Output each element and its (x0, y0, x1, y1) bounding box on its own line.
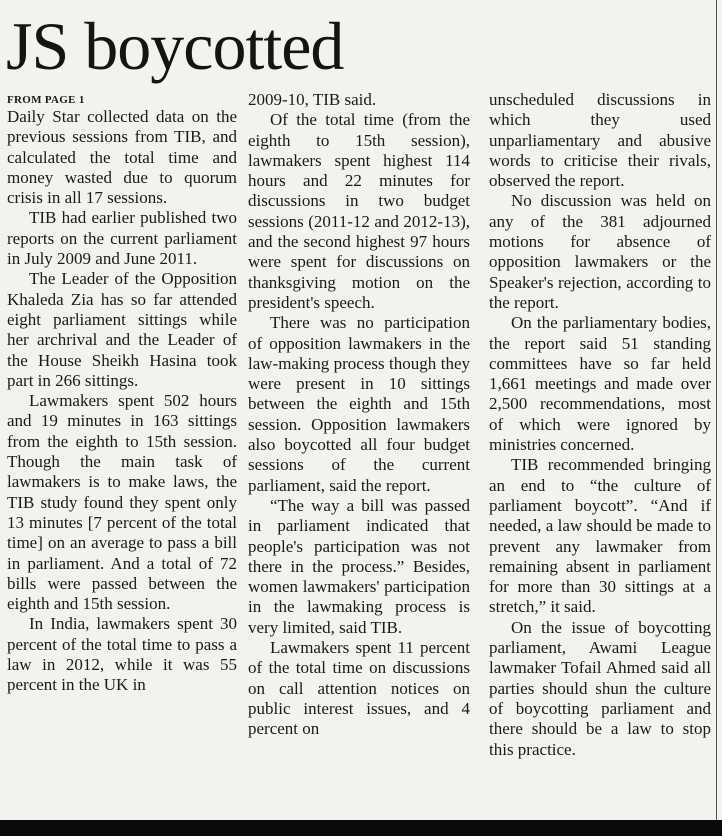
paragraph: Of the total time (from the eighth to 15th session), lawmakers spent highest 114 hours and 22 minutes for discussions in two budget sessions (2011-12 and 2012-13), and the second highest 97 hours were spent for discussions on thanksgiving motion on the president's speech. (248, 110, 470, 312)
bottom-edge-bar (0, 820, 722, 836)
paragraph: On the issue of boycotting parliament, Awami League lawmaker Tofail Ahmed said all parties should shun the culture of boycotting parliament and there should be a law to stop this practice. (489, 617, 711, 759)
paragraph: In India, lawmakers spent 30 percent of the total time to pass a law in 2012, while it was 55 percent in the UK in (7, 614, 237, 695)
paragraph: The Leader of the Opposition Khaleda Zia has so far attended eight parliament sittings while her archrival and the Leader of the House Sheikh Hasina took part in 266 sittings. (7, 269, 237, 390)
column-3 (489, 90, 711, 760)
paragraph: 2009-10, TIB said. (248, 90, 377, 109)
paragraph: TIB had earlier published two reports on the current parliament in July 2009 and June 2011. (7, 208, 237, 269)
paragraph: “The way a bill was passed in parliament indicated that people's participation was not there in the process.” Besides, women lawmakers' participation in the lawmaking process is very limited, said TIB. (248, 495, 470, 637)
right-edge-rule (716, 0, 717, 820)
paragraph: Daily Star collected data on the previous sessions from TIB, and calculated the total time and money wasted due to quorum crisis in all 17 sessions. (7, 107, 237, 208)
headline: JS boycotted (6, 8, 344, 84)
paragraph: There was no participation of opposition lawmakers in the law-making process though they were present in 10 sittings between the eighth and 15th session. Opposition lawmakers also boycotted all four budget sessions of the current parliament, said the report. (248, 313, 470, 495)
paragraph: TIB recommended bringing an end to “the culture of parliament boycott”. “And if needed, a law should be made to prevent any lawmaker from remaining absent in parliament for more than 30 sittings at a stretch,” it said. (489, 455, 711, 617)
column-1 (7, 92, 237, 696)
kicker: FROM PAGE 1 (7, 94, 85, 106)
paragraph: On the parliamentary bodies, the report said 51 standing committees have so far held 1,661 meetings and made over 2,500 recommendations, most of which were ignored by ministries concerned. (489, 313, 711, 455)
column-2 (248, 90, 470, 740)
paragraph: Lawmakers spent 502 hours and 19 minutes in 163 sittings from the eighth to 15th session. Though the main task of lawmakers is to make laws, the TIB study found they spent only 13 minutes [7 percent of the total time] on an average to pass a bill in parliament. And a total of 72 bills were passed between the eighth and 15th session. (7, 391, 237, 614)
paragraph: No discussion was held on any of the 381 adjourned motions for absence of opposition lawmakers or the Speaker's rejection, according to the report. (489, 191, 711, 312)
paragraph: unscheduled discussions in which they used unparliamentary and abusive words to criticise their rivals, observed the report. (489, 90, 711, 191)
paragraph: Lawmakers spent 11 percent of the total time on discussions on call attention notices on public interest issues, and 4 percent on (248, 638, 470, 739)
